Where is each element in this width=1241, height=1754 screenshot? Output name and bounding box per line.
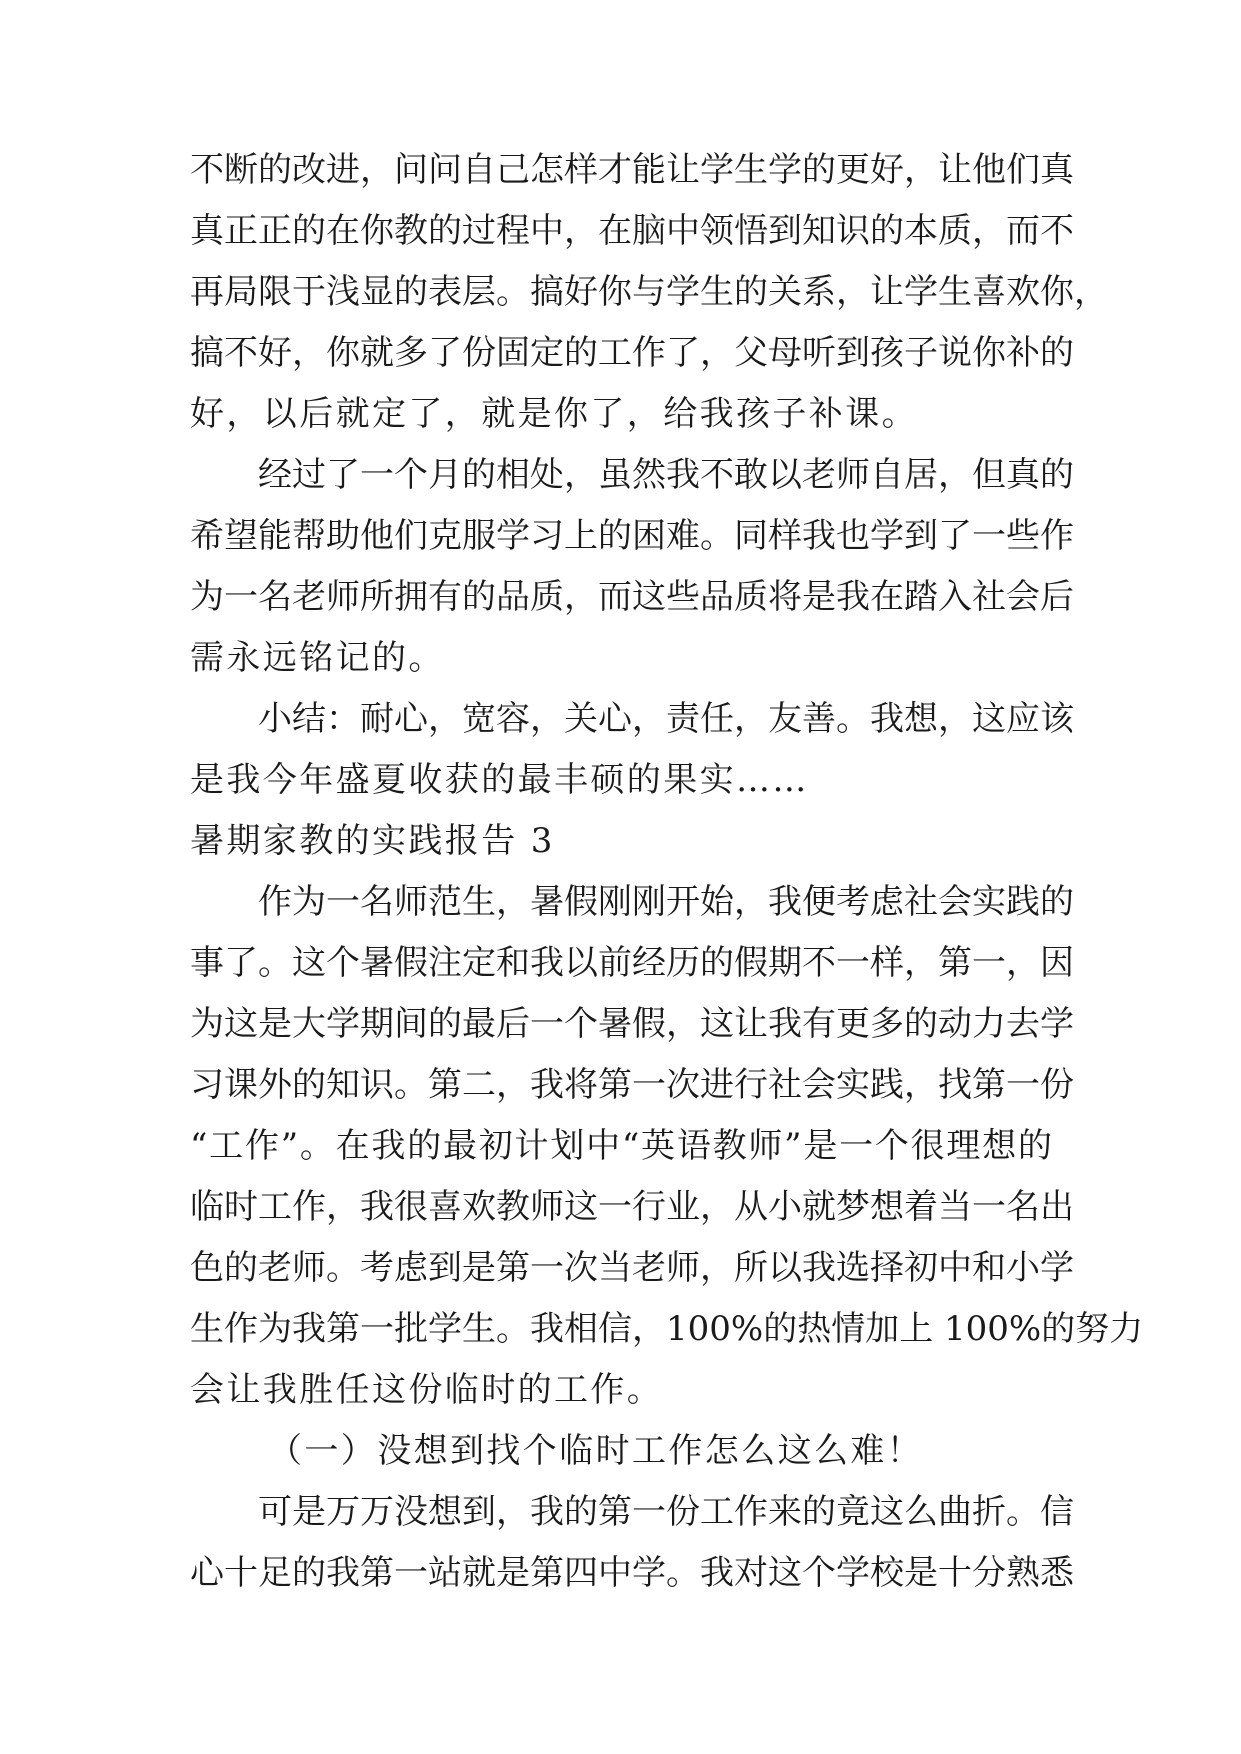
text-line: 为这是大学期间的最后一个暑假，这让我有更多的动力去学 — [190, 1004, 1074, 1044]
text-line: 事了。这个暑假注定和我以前经历的假期不一样，第一，因 — [190, 943, 1074, 983]
subsection-heading: （一）没想到找个临时工作怎么这么难！ — [268, 1431, 924, 1471]
document-page — [190, 140, 1144, 1604]
text-line: 为一名老师所拥有的品质，而这些品质将是我在踏入社会后 — [190, 577, 1074, 617]
paragraph-start-line: 可是万万没想到，我的第一份工作来的竟这么曲折。信 — [258, 1492, 1074, 1532]
text-line: 习课外的知识。第二，我将第一次进行社会实践，找第一份 — [190, 1065, 1074, 1105]
text-line: 希望能帮助他们克服学习上的困难。同样我也学到了一些作 — [190, 516, 1074, 556]
paragraph-start-line: 作为一名师范生，暑假刚刚开始，我便考虑社会实践的 — [258, 882, 1074, 922]
text-line: 不断的改进，问问自己怎样才能让学生学的更好，让他们真 — [190, 150, 1074, 190]
text-line: “工作”。在我的最初计划中“英语教师”是一个很理想的 — [190, 1126, 1052, 1166]
text-line: 再局限于浅显的表层。搞好你与学生的关系，让学生喜欢你， — [190, 272, 1108, 312]
text-line: 真正正的在你教的过程中，在脑中领悟到知识的本质，而不 — [190, 211, 1074, 251]
text-line: 是我今年盛夏收获的最丰硕的果实…… — [190, 760, 809, 800]
text-line: 会让我胜任这份临时的工作。 — [190, 1370, 664, 1410]
text-line: 搞不好，你就多了份固定的工作了，父母听到孩子说你补的 — [190, 333, 1074, 373]
text-line: 需永远铭记的。 — [190, 638, 445, 678]
text-line: 色的老师。考虑到是第一次当老师，所以我选择初中和小学 — [190, 1248, 1074, 1288]
paragraph-start-line: 经过了一个月的相处，虽然我不敢以老师自居，但真的 — [258, 455, 1074, 495]
text-line: 心十足的我第一站就是第四中学。我对这个学校是十分熟悉 — [190, 1553, 1074, 1593]
paragraph-start-line: 小结：耐心，宽容，关心，责任，友善。我想，这应该 — [258, 699, 1074, 739]
text-line: 临时工作，我很喜欢教师这一行业，从小就梦想着当一名出 — [190, 1187, 1074, 1227]
text-line: 好，以后就定了，就是你了，给我孩子补课。 — [190, 394, 918, 434]
section-heading: 暑期家教的实践报告 3 — [190, 821, 555, 861]
text-line: 生作为我第一批学生。我相信，100%的热情加上 100%的努力 — [190, 1309, 1144, 1349]
